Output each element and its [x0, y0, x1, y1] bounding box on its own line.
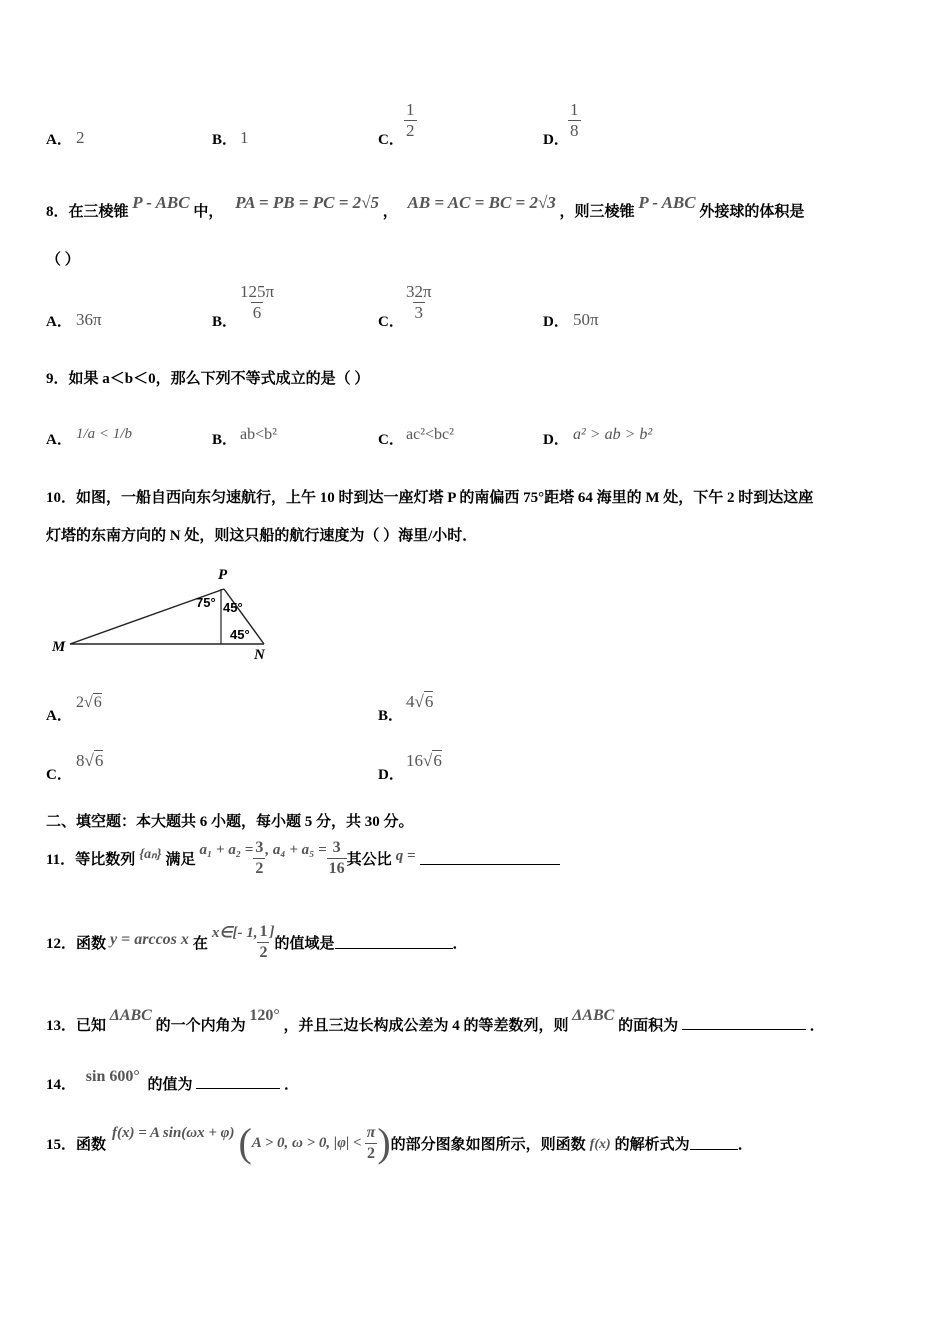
q9-option-a-label: A．	[46, 432, 72, 448]
q7-option-a-value: 2	[76, 128, 85, 147]
q8-option-d-label: D．	[543, 314, 569, 330]
q7-option-b-value: 1	[240, 128, 249, 147]
label-p: P	[218, 567, 228, 583]
q9-option-b-value: ab<b²	[240, 426, 277, 443]
angle-75: 75°	[196, 595, 216, 610]
question-11: 11． 等比数列 {aₙ} 满足 a₁ + a₂ = $\frac{3}{2}$ , a₄ + a₅ = $\frac{3}{16}$ 其公比 q =	[46, 832, 560, 884]
label-m: M	[52, 639, 66, 655]
q10-stem-line2: 灯塔的东南方向的 N 处，则这只船的航行速度为（ ）海里/小时．	[46, 528, 478, 544]
question-15: 15． 函数 f(x) = A sin(ωx + φ) ( A > 0, ω > 0, |φ| < $\frac{\pi}{2}$ ) 的部分图象如图所示，则函数 f(x) 的解析式为 ．	[46, 1120, 753, 1165]
q8-stem: 8．在三棱锥 P - ABC 中， PA = PB = PC = 2√5 ， AB = AC = BC = 2√3 ，则三棱锥 P - ABC 外接球的体积是	[46, 193, 805, 220]
q12-answer-blank[interactable]	[335, 936, 453, 949]
q10-option-d-label: D．	[378, 767, 404, 783]
q10-option-c-value: 8√6	[76, 751, 104, 770]
q8-paren: （ ）	[46, 252, 80, 268]
q8-option-c-label: C．	[378, 314, 404, 330]
q7-option-a-label: A．	[46, 132, 72, 148]
q8-option-b-label: B．	[212, 314, 238, 330]
q15-answer-blank[interactable]	[690, 1137, 738, 1150]
q10-stem-line1: 10．如图，一船自西向东匀速航行，上午 10 时到达一座灯塔 P 的南偏西 75°距塔 64 海里的 M 处，下午 2 时到达这座	[46, 490, 814, 506]
q14-answer-blank[interactable]	[196, 1076, 280, 1089]
question-12: 12． 函数 y = arccos x 在 x∈[- 1, $\frac{1}{2}$ ] 的值域是 ．	[46, 922, 468, 961]
q9-option-b-label: B．	[212, 432, 238, 448]
q8-option-a-value: 36π	[76, 310, 102, 329]
question-14: 14． sin 600° 的值为 ．	[46, 1068, 300, 1093]
q8-option-d-value: 50π	[573, 310, 599, 329]
angle-45-top: 45°	[223, 600, 243, 615]
q10-option-b-label: B．	[378, 708, 404, 724]
right-paren: )	[377, 1120, 391, 1165]
q11-answer-blank[interactable]	[420, 852, 560, 865]
q7-option-d-label: D．	[543, 132, 569, 148]
q10-option-c-label: C．	[46, 767, 72, 783]
q9-option-a-value: 1/a < 1/b	[76, 426, 132, 442]
section-2-title: 二、填空题：本大题共 6 小题，每小题 5 分，共 30 分。	[46, 814, 414, 830]
q7-option-c-label: C．	[378, 132, 404, 148]
angle-45-bottom: 45°	[230, 627, 250, 642]
q10-option-d-value: 16√6	[406, 751, 442, 770]
q9-option-d-label: D．	[543, 432, 569, 448]
q8-option-b-fraction: $\frac{125\pi}{6}$	[240, 282, 275, 322]
q9-stem: 9．如果 a＜b＜0，那么下列不等式成立的是（ ）	[46, 371, 370, 387]
left-paren: (	[238, 1120, 252, 1165]
q9-option-d-value: a² > ab > b²	[573, 426, 653, 443]
q8-option-a-label: A．	[46, 314, 72, 330]
q7-option-b-label: B．	[212, 132, 238, 148]
label-n: N	[254, 647, 265, 663]
q9-option-c-label: C．	[378, 432, 404, 448]
q9-option-c-value: ac²<bc²	[406, 426, 454, 443]
question-13: 13．已知 ΔABC 的一个内角为 120° ，并且三边长构成公差为 4 的等差数列，则 ΔABC 的面积为 ．	[46, 1007, 825, 1034]
q7-option-d-fraction: $\frac{1}{8}$	[570, 100, 579, 140]
q13-answer-blank[interactable]	[682, 1017, 806, 1030]
q8-option-c-fraction: $\frac{32\pi}{3}$	[406, 282, 432, 322]
q10-option-b-value: 4√6	[406, 692, 434, 711]
q10-option-a-value: 2√6	[76, 694, 102, 711]
q7-option-c-fraction: $\frac{1}{2}$	[406, 100, 415, 140]
q10-figure	[40, 560, 280, 665]
q10-option-a-label: A．	[46, 708, 72, 724]
